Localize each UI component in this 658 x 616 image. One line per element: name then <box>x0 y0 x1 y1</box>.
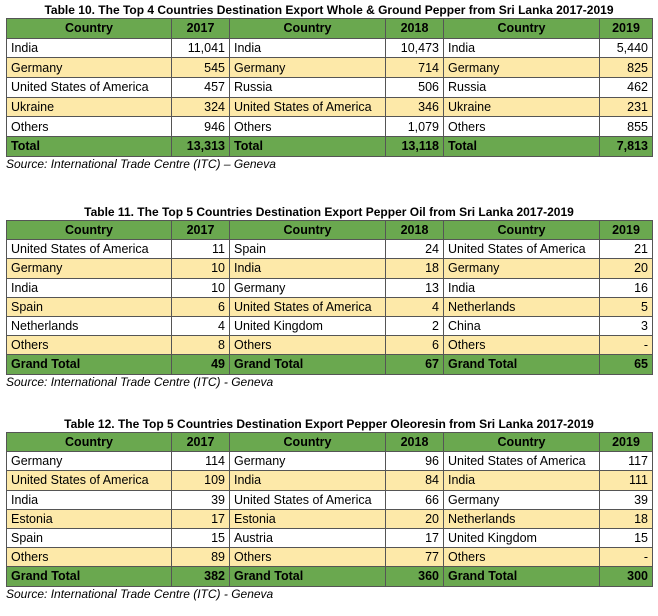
header-row <box>7 433 653 452</box>
total-label: Grand Total <box>230 355 386 374</box>
country-cell: India <box>230 471 386 490</box>
value-cell: 84 <box>386 471 444 490</box>
source-note: Source: International Trade Centre (ITC) - Geneva <box>6 586 274 601</box>
value-cell: 457 <box>172 78 230 98</box>
country-cell: United States of America <box>7 471 172 490</box>
value-cell: 20 <box>600 259 653 278</box>
value-cell: 6 <box>172 297 230 316</box>
value-cell: 545 <box>172 58 230 78</box>
column-header: Country <box>444 221 600 240</box>
country-cell: Germany <box>7 58 172 78</box>
country-cell: Russia <box>230 78 386 98</box>
value-cell: 111 <box>600 471 653 490</box>
value-cell: 6 <box>386 336 444 355</box>
country-cell: Estonia <box>230 509 386 528</box>
value-cell: 21 <box>600 240 653 259</box>
column-header: 2017 <box>172 221 230 240</box>
column-header: Country <box>444 19 600 39</box>
value-cell: 231 <box>600 97 653 117</box>
total-label: Total <box>444 137 600 157</box>
total-value: 13,118 <box>386 137 444 157</box>
table-12 <box>6 432 652 587</box>
value-cell: 11,041 <box>172 38 230 58</box>
country-cell: India <box>7 38 172 58</box>
value-cell: 16 <box>600 278 653 297</box>
value-cell: 10,473 <box>386 38 444 58</box>
value-cell: 20 <box>386 509 444 528</box>
table-row <box>7 117 653 137</box>
country-cell: Germany <box>7 259 172 278</box>
country-cell: Germany <box>230 58 386 78</box>
table-row <box>7 490 653 509</box>
total-label: Total <box>230 137 386 157</box>
country-cell: India <box>444 471 600 490</box>
table-row <box>7 240 653 259</box>
column-header: Country <box>230 19 386 39</box>
total-value: 65 <box>600 355 653 374</box>
country-cell: China <box>444 316 600 335</box>
value-cell: 3 <box>600 316 653 335</box>
value-cell: 1,079 <box>386 117 444 137</box>
total-row <box>7 137 653 157</box>
country-cell: United States of America <box>7 78 172 98</box>
country-cell: United States of America <box>230 297 386 316</box>
value-cell: 15 <box>172 528 230 547</box>
data-table <box>6 18 653 157</box>
country-cell: Others <box>230 548 386 567</box>
table-title: Table 12. The Top 5 Countries Destination Export Pepper Oleoresin from Sri Lanka 2017-2019 <box>64 417 594 431</box>
table-row <box>7 58 653 78</box>
country-cell: Germany <box>444 259 600 278</box>
total-value: 7,813 <box>600 137 653 157</box>
total-value: 49 <box>172 355 230 374</box>
header-row <box>7 221 653 240</box>
value-cell: 66 <box>386 490 444 509</box>
country-cell: India <box>7 490 172 509</box>
total-row <box>7 567 653 586</box>
value-cell: 8 <box>172 336 230 355</box>
column-header: Country <box>7 221 172 240</box>
country-cell: United Kingdom <box>444 528 600 547</box>
value-cell: 77 <box>386 548 444 567</box>
column-header: 2018 <box>386 433 444 452</box>
total-value: 300 <box>600 567 653 586</box>
country-cell: Austria <box>230 528 386 547</box>
value-cell: 117 <box>600 452 653 471</box>
value-cell: 18 <box>600 509 653 528</box>
country-cell: United States of America <box>444 240 600 259</box>
data-table <box>6 220 653 375</box>
value-cell: 18 <box>386 259 444 278</box>
country-cell: India <box>7 278 172 297</box>
table-row <box>7 452 653 471</box>
value-cell: 324 <box>172 97 230 117</box>
value-cell: 89 <box>172 548 230 567</box>
value-cell: 2 <box>386 316 444 335</box>
data-table <box>6 432 653 587</box>
country-cell: India <box>230 259 386 278</box>
country-cell: United States of America <box>230 490 386 509</box>
total-value: 13,313 <box>172 137 230 157</box>
value-cell: 4 <box>172 316 230 335</box>
table-row <box>7 528 653 547</box>
country-cell: Others <box>444 548 600 567</box>
country-cell: Ukraine <box>444 97 600 117</box>
country-cell: India <box>444 278 600 297</box>
country-cell: Netherlands <box>444 297 600 316</box>
value-cell: 714 <box>386 58 444 78</box>
value-cell: 4 <box>386 297 444 316</box>
table-row <box>7 78 653 98</box>
total-value: 67 <box>386 355 444 374</box>
value-cell: 10 <box>172 259 230 278</box>
table-row <box>7 297 653 316</box>
country-cell: Estonia <box>7 509 172 528</box>
country-cell: Spain <box>230 240 386 259</box>
country-cell: India <box>444 38 600 58</box>
value-cell: 855 <box>600 117 653 137</box>
table-title: Table 11. The Top 5 Countries Destination Export Pepper Oil from Sri Lanka 2017-2019 <box>84 205 574 219</box>
country-cell: Netherlands <box>7 316 172 335</box>
value-cell: 114 <box>172 452 230 471</box>
table-title: Table 10. The Top 4 Countries Destination Export Whole & Ground Pepper from Sri Lanka 2017-2019 <box>44 3 614 17</box>
value-cell: 39 <box>172 490 230 509</box>
country-cell: Ukraine <box>7 97 172 117</box>
country-cell: Germany <box>230 452 386 471</box>
value-cell: 5 <box>600 297 653 316</box>
column-header: 2018 <box>386 19 444 39</box>
country-cell: Others <box>7 548 172 567</box>
table-row <box>7 336 653 355</box>
value-cell: 39 <box>600 490 653 509</box>
table-12-block <box>6 416 652 601</box>
value-cell: 10 <box>172 278 230 297</box>
country-cell: India <box>230 38 386 58</box>
total-label: Grand Total <box>7 355 172 374</box>
column-header: Country <box>7 19 172 39</box>
value-cell: 109 <box>172 471 230 490</box>
country-cell: Germany <box>444 490 600 509</box>
total-label: Grand Total <box>230 567 386 586</box>
value-cell: 13 <box>386 278 444 297</box>
value-cell: - <box>600 336 653 355</box>
country-cell: Others <box>7 336 172 355</box>
country-cell: Germany <box>444 58 600 78</box>
country-cell: Others <box>444 117 600 137</box>
value-cell: 462 <box>600 78 653 98</box>
header-row <box>7 19 653 39</box>
value-cell: 946 <box>172 117 230 137</box>
total-value: 360 <box>386 567 444 586</box>
country-cell: United Kingdom <box>230 316 386 335</box>
value-cell: 346 <box>386 97 444 117</box>
column-header: 2019 <box>600 19 653 39</box>
country-cell: Others <box>230 336 386 355</box>
table-10 <box>6 18 652 157</box>
column-header: 2017 <box>172 19 230 39</box>
total-label: Grand Total <box>444 567 600 586</box>
table-row <box>7 38 653 58</box>
country-cell: Others <box>444 336 600 355</box>
table-row <box>7 278 653 297</box>
column-header: Country <box>7 433 172 452</box>
source-note: Source: International Trade Centre (ITC) - Geneva <box>6 374 274 389</box>
table-row <box>7 259 653 278</box>
table-row <box>7 316 653 335</box>
value-cell: 17 <box>386 528 444 547</box>
table-row <box>7 97 653 117</box>
column-header: 2017 <box>172 433 230 452</box>
country-cell: Others <box>7 117 172 137</box>
country-cell: Germany <box>7 452 172 471</box>
value-cell: 825 <box>600 58 653 78</box>
value-cell: 24 <box>386 240 444 259</box>
total-row <box>7 355 653 374</box>
column-header: 2018 <box>386 221 444 240</box>
country-cell: United States of America <box>444 452 600 471</box>
table-row <box>7 548 653 567</box>
table-row <box>7 509 653 528</box>
country-cell: Others <box>230 117 386 137</box>
country-cell: Russia <box>444 78 600 98</box>
value-cell: 5,440 <box>600 38 653 58</box>
total-label: Grand Total <box>7 567 172 586</box>
value-cell: 96 <box>386 452 444 471</box>
column-header: Country <box>230 433 386 452</box>
table-11-block <box>6 204 652 389</box>
value-cell: - <box>600 548 653 567</box>
country-cell: United States of America <box>230 97 386 117</box>
country-cell: United States of America <box>7 240 172 259</box>
country-cell: Spain <box>7 528 172 547</box>
country-cell: Netherlands <box>444 509 600 528</box>
source-note: Source: International Trade Centre (ITC) – Geneva <box>6 156 276 171</box>
column-header: 2019 <box>600 433 653 452</box>
country-cell: Germany <box>230 278 386 297</box>
value-cell: 15 <box>600 528 653 547</box>
total-label: Grand Total <box>444 355 600 374</box>
column-header: 2019 <box>600 221 653 240</box>
table-10-block <box>6 2 652 171</box>
table-11 <box>6 220 652 375</box>
total-value: 382 <box>172 567 230 586</box>
value-cell: 506 <box>386 78 444 98</box>
column-header: Country <box>444 433 600 452</box>
country-cell: Spain <box>7 297 172 316</box>
table-row <box>7 471 653 490</box>
value-cell: 17 <box>172 509 230 528</box>
column-header: Country <box>230 221 386 240</box>
total-label: Total <box>7 137 172 157</box>
value-cell: 11 <box>172 240 230 259</box>
